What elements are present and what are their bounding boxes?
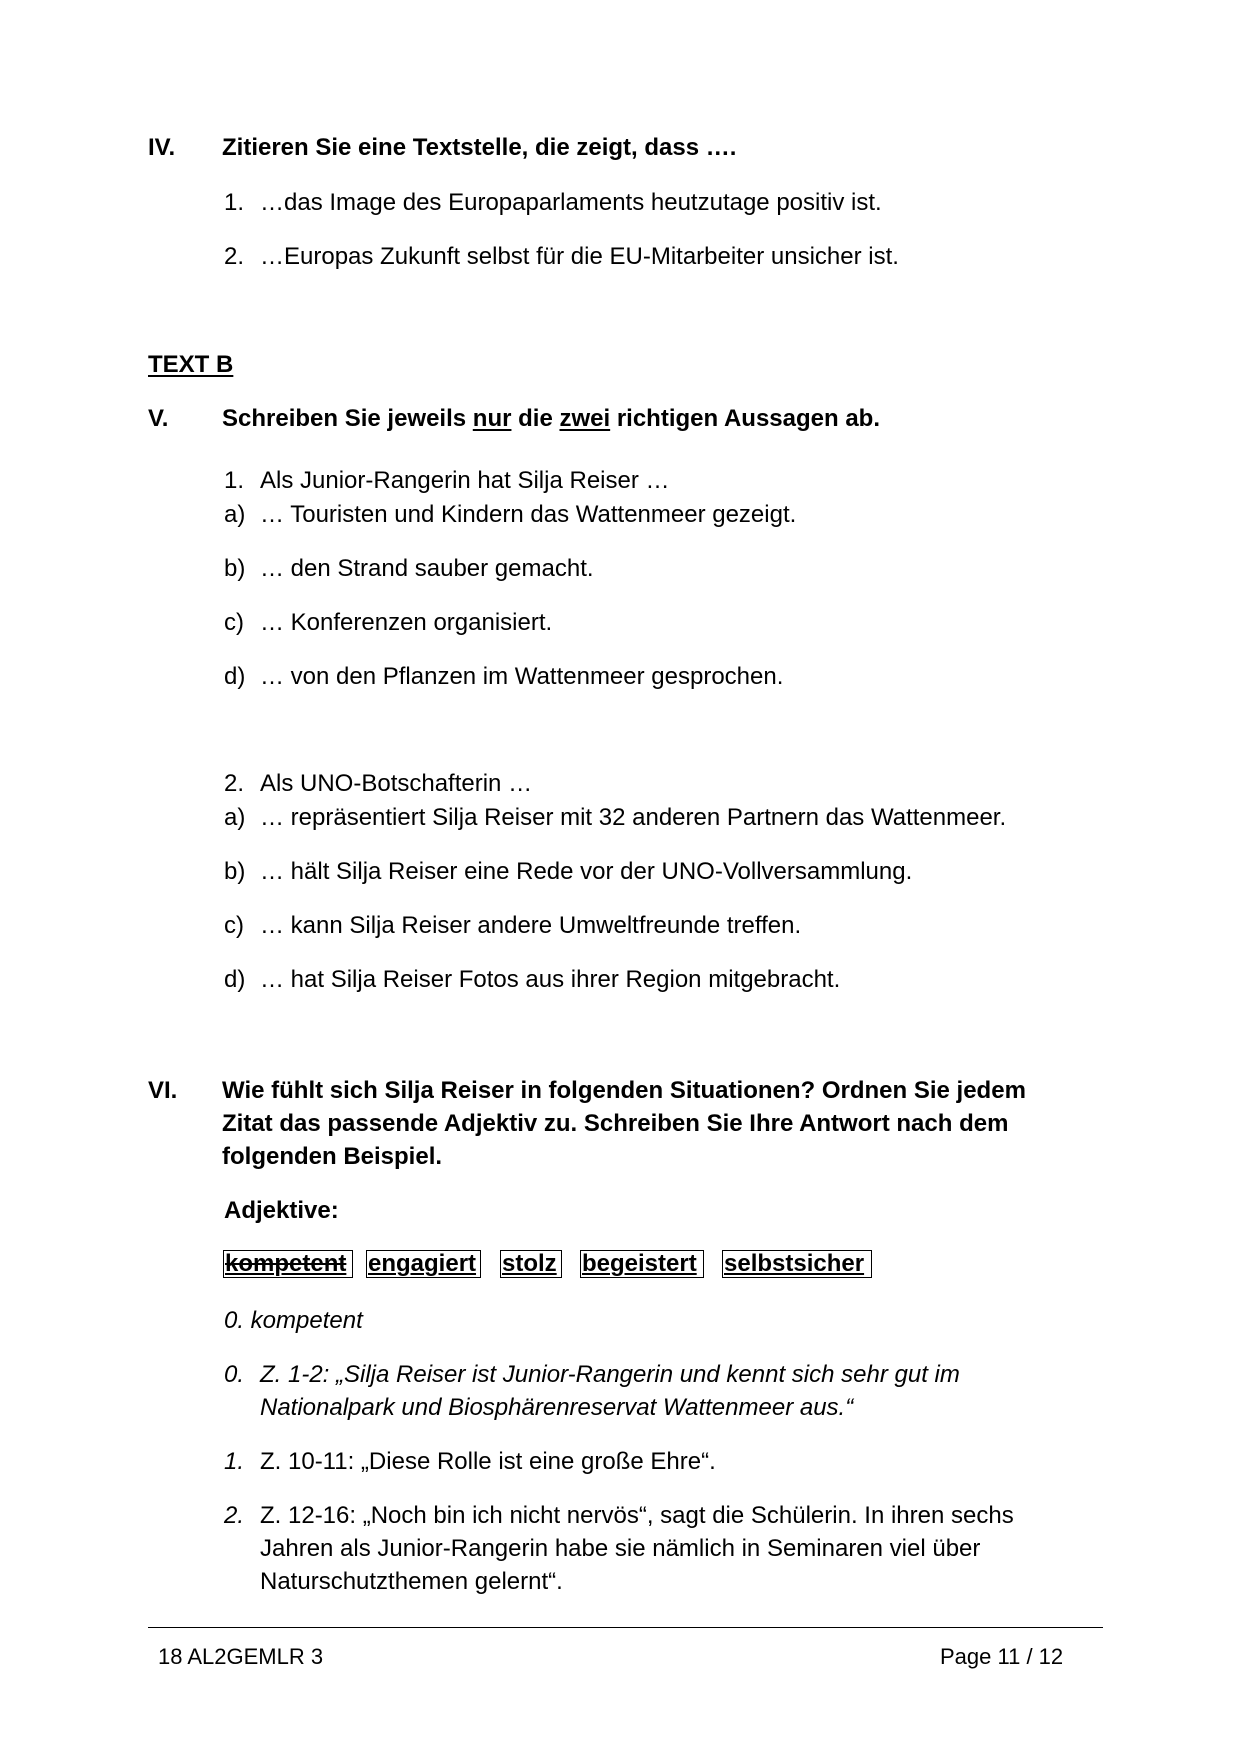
q1-option-c-text: … Konferenzen organisiert. [260, 609, 553, 636]
footer-page-number: Page 11 / 12 [940, 1644, 1064, 1669]
adjective-box-kompetent: kompetent [223, 1250, 353, 1278]
adjective-box-begeistert: begeistert [580, 1250, 704, 1278]
question-2-number: 2. [224, 770, 245, 797]
section-vi-title-line-3: folgenden Beispiel. [222, 1143, 443, 1170]
q2-option-b-text: … hält Silja Reiser eine Rede vor der UNO-Vollversammlung. [260, 858, 913, 885]
q2-option-d-letter: d) [224, 966, 246, 993]
underline-zwei: zwei [559, 405, 611, 432]
underline-nur: nur [472, 405, 512, 432]
q2-option-b-letter: b) [224, 858, 246, 885]
section-iv-number: IV. [148, 134, 176, 161]
quote-2-line-3: Naturschutzthemen gelernt“. [260, 1568, 563, 1595]
q1-option-a-text: … Touristen und Kindern das Wattenmeer gezeigt. [260, 501, 797, 528]
quote-2-line-1: Z. 12-16: „Noch bin ich nicht nervös“, sagt die Schülerin. In ihren sechs [260, 1502, 1014, 1529]
q1-option-b-letter: b) [224, 555, 246, 582]
quote-2-number: 2. [224, 1502, 245, 1529]
adjective-box-stolz: stolz [500, 1250, 562, 1278]
quote-2-line-2: Jahren als Junior-Rangerin habe sie nämlich in Seminaren viel über [260, 1535, 981, 1562]
text-b-heading: TEXT B [148, 351, 234, 378]
adjectives-label: Adjektive: [224, 1197, 339, 1224]
adjective-box-engagiert: engagiert [366, 1250, 481, 1278]
q1-option-d-text: … von den Pflanzen im Wattenmeer gesprochen. [260, 663, 784, 690]
footer-code: 18 AL2GEMLR 3 [158, 1644, 324, 1669]
quote-0-number: 0. [224, 1361, 245, 1388]
q1-option-c-letter: c) [224, 609, 244, 636]
section-iv-item-1-text: …das Image des Europaparlaments heutzutage positiv ist. [260, 189, 882, 216]
section-iv-item-1-number: 1. [224, 189, 245, 216]
q2-option-a-text: … repräsentiert Silja Reiser mit 32 anderen Partnern das Wattenmeer. [260, 804, 1007, 831]
q2-option-c-letter: c) [224, 912, 244, 939]
q2-option-c-text: … kann Silja Reiser andere Umweltfreunde treffen. [260, 912, 802, 939]
section-iv-item-2-text: …Europas Zukunft selbst für die EU-Mitarbeiter unsicher ist. [260, 243, 899, 270]
quote-1-line-1: Z. 10-11: „Diese Rolle ist eine große Ehre“. [260, 1448, 716, 1475]
section-vi-title-line-1: Wie fühlt sich Silja Reiser in folgenden Situationen? Ordnen Sie jedem [222, 1077, 1026, 1104]
section-vi-title-line-2: Zitat das passende Adjektiv zu. Schreiben Sie Ihre Antwort nach dem [222, 1110, 1009, 1137]
section-v-number: V. [148, 405, 169, 432]
question-2-stem: Als UNO-Botschafterin … [260, 770, 533, 797]
quote-0-line-2: Nationalpark und Biosphärenreservat Wattenmeer aus.“ [260, 1394, 854, 1421]
footer-divider [148, 1627, 1103, 1628]
section-vi-number: VI. [148, 1077, 178, 1104]
section-iv-item-2-number: 2. [224, 243, 245, 270]
quote-1-number: 1. [224, 1448, 245, 1475]
question-1-stem: Als Junior-Rangerin hat Silja Reiser … [260, 467, 670, 494]
q1-option-d-letter: d) [224, 663, 246, 690]
example-answer: 0. kompetent [224, 1307, 363, 1334]
question-1-number: 1. [224, 467, 245, 494]
section-iv-title: Zitieren Sie eine Textstelle, die zeigt, dass …. [222, 134, 737, 161]
quote-0-line-1: Z. 1-2: „Silja Reiser ist Junior-Rangerin und kennt sich sehr gut im [260, 1361, 960, 1388]
q1-option-b-text: … den Strand sauber gemacht. [260, 555, 594, 582]
q1-option-a-letter: a) [224, 501, 246, 528]
section-v-title: Schreiben Sie jeweils nur die zwei richtigen Aussagen ab. [222, 405, 880, 432]
q2-option-a-letter: a) [224, 804, 246, 831]
q2-option-d-text: … hat Silja Reiser Fotos aus ihrer Region mitgebracht. [260, 966, 841, 993]
adjective-box-selbstsicher: selbstsicher [722, 1250, 872, 1278]
